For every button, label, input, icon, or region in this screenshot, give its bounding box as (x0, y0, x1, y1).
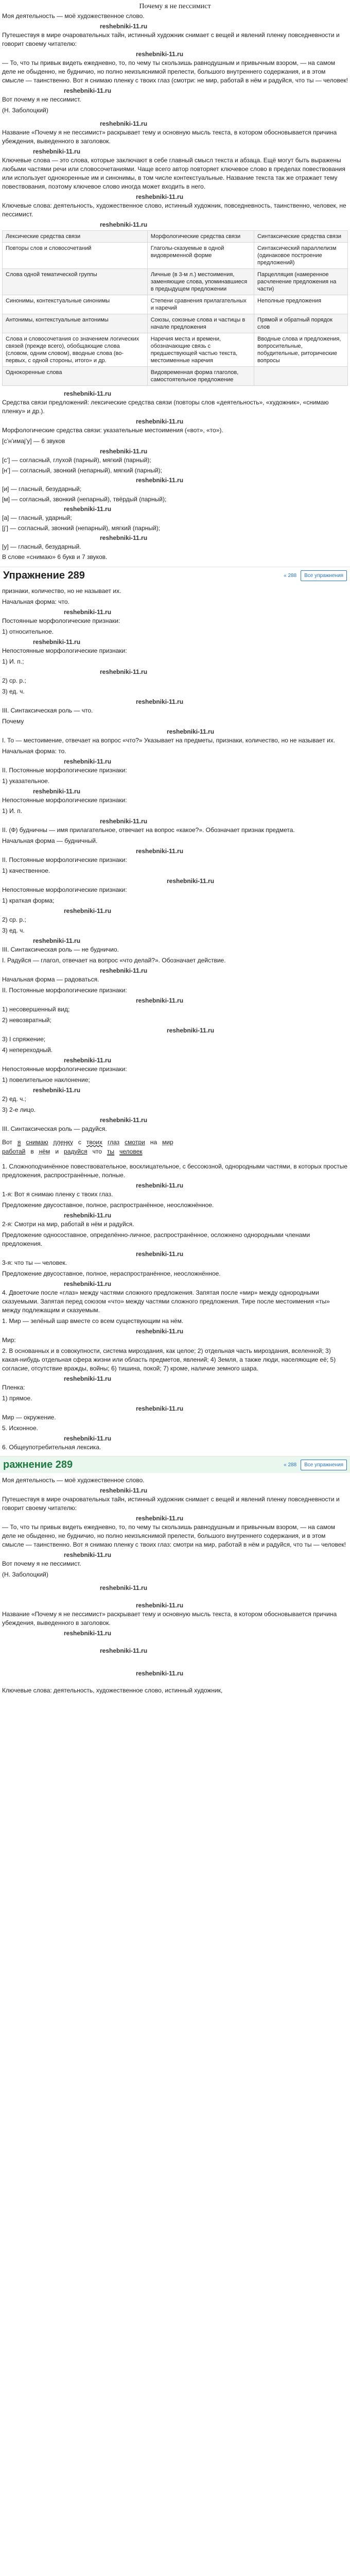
syntax-line: 2. В основанных и в совокупности, система мироздания, как целое; 2) отдельная часть мироздания, вселенной; 3) какая-нибудь отдельная сфера жизни или область предметов, явлений; 4) Земля, а также люди, населяющие её; 5) согласие, отсутствие вражды, войны; 6) тишина, покой; 7) кроме, наличие земного шара. (2, 1347, 336, 1372)
scheme-word: что (92, 1148, 102, 1155)
syntax-line: Предложение односоставное, определённо-личное, распространённое, осложнено однородными членами предложения. (2, 1231, 310, 1247)
scheme-row (2, 1138, 348, 1147)
table-cell: Синтаксический параллелизм (одинаковое построение предложений) (254, 243, 348, 269)
scheme-word: человек (119, 1148, 143, 1155)
watermark: reshebniki-11.ru (64, 1057, 112, 1064)
morph-line: признаки, количество, но не называет их. (2, 587, 121, 595)
table-row (3, 295, 348, 314)
syntax-line: 1-я: Вот я снимаю пленку с твоих глаз. (2, 1191, 113, 1198)
table-cell: Повторы слов и словосочетаний (3, 243, 148, 269)
morph-line: 2) ед. ч.; (2, 1095, 27, 1103)
intro-paragraph: Название «Почему я не пессимист» раскрывает тему и основную мысль текста, в котором обосновывается причина убеждения, выведенного в заголовок. (2, 1611, 337, 1626)
morph-line: Постоянные морфологические признаки: (2, 617, 120, 624)
watermark: reshebniki-11.ru (167, 728, 215, 735)
exercise-title: ражнение 289 (3, 1459, 73, 1470)
watermark: reshebniki-11.ru (33, 788, 81, 795)
watermark: reshebniki-11.ru (100, 818, 148, 825)
morph-line: Начальная форма — радоваться. (2, 976, 99, 983)
watermark: reshebniki-11.ru (136, 50, 184, 58)
morph-line: Непостоянные морфологические признаки: (2, 1065, 127, 1073)
table-cell: Парцелляция (намеренное расчленение предложения на части) (254, 269, 348, 295)
watermark: reshebniki-11.ru (100, 120, 148, 127)
poem-section (0, 2, 350, 562)
morph-line: 2) ср. р.; (2, 677, 26, 684)
all-exercises-button[interactable]: Все упражнения (301, 1460, 347, 1470)
watermark: reshebniki-11.ru (100, 448, 148, 455)
morph-line: 1) И. п. (2, 807, 23, 815)
watermark: reshebniki-11.ru (136, 1670, 184, 1677)
watermark: reshebniki-11.ru (136, 698, 184, 705)
scheme-word: в (30, 1148, 34, 1155)
morph-line: 3) I спряжение; (2, 1036, 46, 1043)
exercise-header-band (0, 1456, 350, 1473)
table-cell: Союзы, союзные слова и частицы в начале предложения (147, 314, 254, 333)
exercise-header (0, 567, 350, 584)
intro-paragraph: Название «Почему я не пессимист» раскрывает тему и основную мысль текста, в котором обосновывается причина убеждения, выведенного в заголовок. (2, 129, 337, 145)
phonetic-item: [м] — согласный, звонкий (непарный), твёрдый (парный); (2, 496, 167, 503)
exercise-title: Упражнение 289 (3, 570, 85, 581)
morph-line: 4) непереходный. (2, 1046, 53, 1054)
prev-exercise-link[interactable]: « 288 (284, 572, 297, 579)
morph-line: II. (Ф) будничны — имя прилагательное, отвечает на вопрос «какое?». Обозначает признак предмета. (2, 826, 295, 834)
table-cell: Слова одной тематической группы (3, 269, 148, 295)
poem-line: Путешествуя в мире очаровательных тайн, истинный художник снимает с вещей и явлений пленку повседневности и говорит своему читателю: (2, 31, 340, 47)
morph-line: 3) ед. ч. (2, 688, 25, 695)
links-note: Средства связи предложений: лексические средства связи (повторы слов «деятельность», «художник», «снимаю пленку» и др.). (2, 399, 329, 415)
morph-line: 1) относительное. (2, 628, 54, 635)
poem-title: Почему я не пессимист (139, 3, 211, 10)
watermark: reshebniki-11.ru (136, 1250, 184, 1258)
table-row (3, 333, 348, 367)
poem-line: Вот почему я не пессимист. (2, 96, 81, 103)
phonetic-item: [у] — гласный, безударный. (2, 543, 81, 550)
morphology-section (0, 587, 350, 1133)
watermark: reshebniki-11.ru (100, 967, 148, 974)
syntax-line: 5. Исконное. (2, 1425, 38, 1432)
phonetic-item: [и] — гласный, безударный; (2, 485, 82, 493)
syntax-line: 6. Общеупотребительная лексика. (2, 1444, 101, 1451)
syntax-line: 3-я: что ты — человек. (2, 1259, 67, 1266)
all-exercises-button[interactable]: Все упражнения (301, 570, 347, 581)
watermark: reshebniki-11.ru (100, 1116, 148, 1124)
scheme-word: мир (162, 1139, 173, 1146)
watermark: reshebniki-11.ru (64, 608, 112, 616)
morph-line: III. Синтаксическая роль — не будничио. (2, 946, 119, 953)
syntax-line: Предложение двусоставное, полное, нераспространённое, неосложнённое. (2, 1270, 221, 1277)
watermark: reshebniki-11.ru (136, 193, 184, 200)
scheme-word: глаз (108, 1139, 120, 1146)
key-words: Ключевые слова: деятельность, художественное слово, истинный художник, повседневность, таинственно, человек, не пессимист. (2, 202, 346, 218)
poem-line: Моя деятельность — моё художественное слово. (2, 1477, 145, 1484)
scheme-word: Вот (2, 1139, 12, 1146)
watermark: reshebniki-11.ru (100, 1487, 148, 1494)
watermark: reshebniki-11.ru (136, 477, 184, 484)
watermark: reshebniki-11.ru (64, 1630, 112, 1637)
table-row (3, 314, 348, 333)
morph-line: 1) повелительное наклонение; (2, 1076, 90, 1083)
scheme-word: я (17, 1139, 21, 1146)
watermark: reshebniki-11.ru (167, 877, 215, 885)
scheme-row (2, 1147, 348, 1156)
poem-line: Путешествуя в мире очаровательных тайн, истинный художник снимает с вещей и явлений пленку повседневности и говорит своему читателю: (2, 1496, 340, 1512)
scheme-word: на (150, 1139, 157, 1146)
watermark: reshebniki-11.ru (33, 937, 81, 944)
poem-line: Моя деятельность — моё художественное слово. (2, 12, 145, 20)
table-cell: Прямой и обратный порядок слов (254, 314, 348, 333)
morph-line: 1) краткая форма; (2, 897, 55, 904)
watermark: reshebniki-11.ru (64, 1280, 112, 1287)
scheme-word: пленку (53, 1139, 73, 1146)
morph-line: 1) качественное. (2, 867, 50, 874)
poem-author: (Н. Заболоцкий) (2, 1571, 48, 1578)
morph-line: 3) ед. ч. (2, 927, 25, 934)
syntax-section (0, 1162, 350, 1452)
scheme-word: работай (2, 1148, 26, 1155)
table-cell: Видовременная форма глаголов, самостоятельное предложение (147, 367, 254, 386)
scheme-word: твоих (86, 1139, 102, 1146)
morph-line: II. Постоянные морфологические признаки: (2, 767, 127, 774)
morph-line: 2) ср. р.; (2, 916, 26, 923)
morph-line: III. Синтаксическая роль — что. (2, 707, 93, 714)
syntax-line: 4. Двоеточие после «глаз» между частями сложного предложения. Запятая после «мир» между однородными сказуемыми. Запятая перед союзом «что» между частями сложного предложения. Тире после местоимения «ты» между подлежащим и сказуемым. (2, 1289, 330, 1314)
watermark: reshebniki-11.ru (64, 907, 112, 914)
watermark: reshebniki-11.ru (64, 1435, 112, 1442)
scheme-word: смотри (125, 1139, 145, 1146)
phonetic-item: [с’] — согласный, глухой (парный), мягкий (парный); (2, 456, 151, 464)
prev-exercise-link[interactable]: « 288 (284, 1462, 297, 1468)
table-cell: Личные (в 3-м л.) местоимения, заменяющие слова, упоминавшиеся в предыдущем предложении (147, 269, 254, 295)
watermark: reshebniki-11.ru (33, 148, 81, 155)
scheme-section (0, 1136, 350, 1158)
table-row (3, 231, 348, 243)
watermark: reshebniki-11.ru (100, 1647, 148, 1654)
watermark: reshebniki-11.ru (136, 418, 184, 425)
scheme-word: радуйся (64, 1148, 87, 1155)
scheme-word: и (55, 1148, 59, 1155)
watermark: reshebniki-11.ru (33, 1087, 81, 1094)
phonetic-item: [j’] — согласный, звонкий (непарный), мягкий (парный); (2, 524, 160, 532)
watermark: reshebniki-11.ru (136, 1515, 184, 1522)
poem-line: — То, что ты привык видеть ежедневно, то, по чему ты скользишь равнодушным и привычным взором, — на самом деле не обыденно, не будничио, но полно неизъяснимой прелести, большого внутреннего содержания, и в этом смысле — таинственно. Вот я снимаю пленку с твоих глаз: смотри на мир, работай в нём и радуйся, что ты — человек! (2, 1523, 346, 1548)
page (0, 2, 350, 1695)
syntax-line: 1) прямое. (2, 1395, 32, 1402)
phonetic-item: [а] — гласный, ударный; (2, 514, 72, 521)
table-cell: Антонимы, контекстуальные антонимы (3, 314, 148, 333)
watermark: reshebniki-11.ru (136, 1602, 184, 1609)
scheme-word: ты (107, 1148, 114, 1155)
syntax-line: 1. Мир — зелёный шар вместе со всем существующим на нём. (2, 1317, 184, 1325)
sentence-scheme (2, 1136, 348, 1158)
table-cell: Вводные слова и предложения, вопросительные, побудительные, риторические вопросы (254, 333, 348, 367)
morph-line: 3) 2-е лицо. (2, 1106, 36, 1113)
morph-line: 2) невозвратный; (2, 1016, 51, 1024)
syntax-line: Пленка: (2, 1384, 25, 1391)
watermark: reshebniki-11.ru (64, 1375, 112, 1382)
watermark: reshebniki-11.ru (100, 534, 148, 541)
watermark: reshebniki-11.ru (136, 848, 184, 855)
exercise-header (0, 1456, 350, 1473)
morph-line: II. Постоянные морфологические признаки: (2, 987, 127, 994)
watermark: reshebniki-11.ru (136, 1328, 184, 1335)
poem-line: Вот почему я не пессимист. (2, 1560, 81, 1567)
phonetic-summary: В слове «снимаю» 6 букв и 7 звуков. (2, 553, 108, 561)
links-table (2, 230, 348, 386)
watermark: reshebniki-11.ru (33, 638, 81, 646)
table-row (3, 269, 348, 295)
poem-section-repeat (0, 1476, 350, 1695)
poem-author: (Н. Заболоцкий) (2, 107, 48, 114)
table-cell: Синтаксические средства связи (254, 231, 348, 243)
table-row (3, 243, 348, 269)
syntax-line: Предложение двусоставное, полное, распространённое, неосложнённое. (2, 1201, 214, 1209)
watermark: reshebniki-11.ru (100, 23, 148, 30)
morph-line: I. Радуйся — глагол, отвечает на вопрос «что делай?». Обозначает действие. (2, 957, 226, 964)
morph-line: 1) указательное. (2, 777, 50, 785)
table-cell: Степени сравнения прилагательных и наречий (147, 295, 254, 314)
syntax-line: 2-я: Смотри на мир, работай в нём и радуйся. (2, 1221, 134, 1228)
phonetic-word: [с’н’имаj’у] — 6 звуков (2, 437, 65, 445)
phonetic-title: Морфологические средства связи: указательные местоимения («вот», «то»). (2, 427, 223, 434)
morph-line: Непостоянные морфологические признаки: (2, 796, 127, 804)
syntax-line: 1. Сложноподчинённое повествовательное, восклицательное, с бессоюзной, однородными частями, в которых простые предложения, распространённые, полные. (2, 1163, 348, 1179)
morph-line: Почему (2, 718, 24, 725)
watermark: reshebniki-11.ru (64, 505, 112, 513)
table-cell: Морфологические средства связи (147, 231, 254, 243)
table-cell (254, 367, 348, 386)
morph-line: Начальная форма: что. (2, 598, 69, 605)
watermark: reshebniki-11.ru (136, 1182, 184, 1189)
watermark: reshebniki-11.ru (100, 221, 148, 228)
watermark: reshebniki-11.ru (136, 1405, 184, 1412)
table-cell: Неполные предложения (254, 295, 348, 314)
table-cell: Слова и словосочетания со значением логических связей (прежде всего), обобщающие слова (словом, одним словом), вводные слова (во-первых, с одной стороны, итого» и др. (3, 333, 148, 367)
scheme-word: с (78, 1139, 81, 1146)
exercise-controls (284, 570, 347, 581)
morph-line: Непостоянные морфологические признаки: (2, 886, 127, 893)
table-cell: Наречия места и времени, обозначающие связь с предшествующей частью текста, местоименные наречия (147, 333, 254, 367)
scheme-word: снимаю (26, 1139, 48, 1146)
key-words: Ключевые слова: деятельность, художественное слово, истинный художник, (2, 1687, 223, 1694)
table-cell: Лексические средства связи (3, 231, 148, 243)
exercise-controls (284, 1460, 347, 1470)
syntax-line: Мир — окружение. (2, 1414, 56, 1421)
watermark: reshebniki-11.ru (64, 758, 112, 765)
table-cell: Синонимы, контекстуальные синонимы (3, 295, 148, 314)
morph-line: Непостоянные морфологические признаки: (2, 647, 127, 654)
intro-paragraph: Ключевые слова — это слова, которые заключают в себе главный смысл текста и абзаца. Ещё могут быть выражены любыми частями речи или словосочетаниями. Чаще всего автор повторяет ключевое слово в пределах повествования или использует однокоренные им и синонимы, в том числе контекстуальные. Название текста так же отражает тему повествования, поэтому ключевое слово иногда может входить в него. (2, 157, 345, 190)
watermark: reshebniki-11.ru (64, 1551, 112, 1558)
watermark: reshebniki-11.ru (64, 87, 112, 94)
syntax-line: Мир: (2, 1336, 16, 1344)
poem-line: — То, что ты привык видеть ежедневно, то, по чему ты скользишь равнодушным и привычным взором, — на самом деле не обыденно, не будничио, но полно неизъяснимой прелести, большого внутреннего содержания, и в этом смысле — таинственно. Вот я снимаю пленку с твоих глаз (смотри: не мир, работай в нём и радуйся, что ты — человек! (2, 59, 348, 84)
morph-line: 1) И. п.; (2, 658, 24, 665)
morph-line: Начальная форма — будничный. (2, 837, 98, 844)
table-cell: Однокоренные слова (3, 367, 148, 386)
watermark: reshebniki-11.ru (64, 1212, 112, 1219)
morph-line: 1) несовершенный вид; (2, 1006, 70, 1013)
watermark: reshebniki-11.ru (167, 1027, 215, 1034)
watermark: reshebniki-11.ru (100, 668, 148, 675)
watermark: reshebniki-11.ru (136, 997, 184, 1004)
morph-line: III. Синтаксическая роль — радуйся. (2, 1125, 107, 1132)
table-cell: Глаголы-сказуемые в одной видовременной форме (147, 243, 254, 269)
watermark: reshebniki-11.ru (100, 1584, 148, 1591)
morph-line: Начальная форма: то. (2, 748, 66, 755)
morph-line: I. То — местоимение, отвечает на вопрос «что?» Указывает на предметы, признаки, количество, но не называет их. (2, 737, 336, 744)
phonetic-item: [н’] — согласный, звонкий (непарный), мягкий (парный); (2, 467, 162, 474)
watermark: reshebniki-11.ru (64, 390, 112, 397)
morph-line: II. Постоянные морфологические признаки: (2, 856, 127, 863)
scheme-word: нём (39, 1148, 50, 1155)
table-row (3, 367, 348, 386)
